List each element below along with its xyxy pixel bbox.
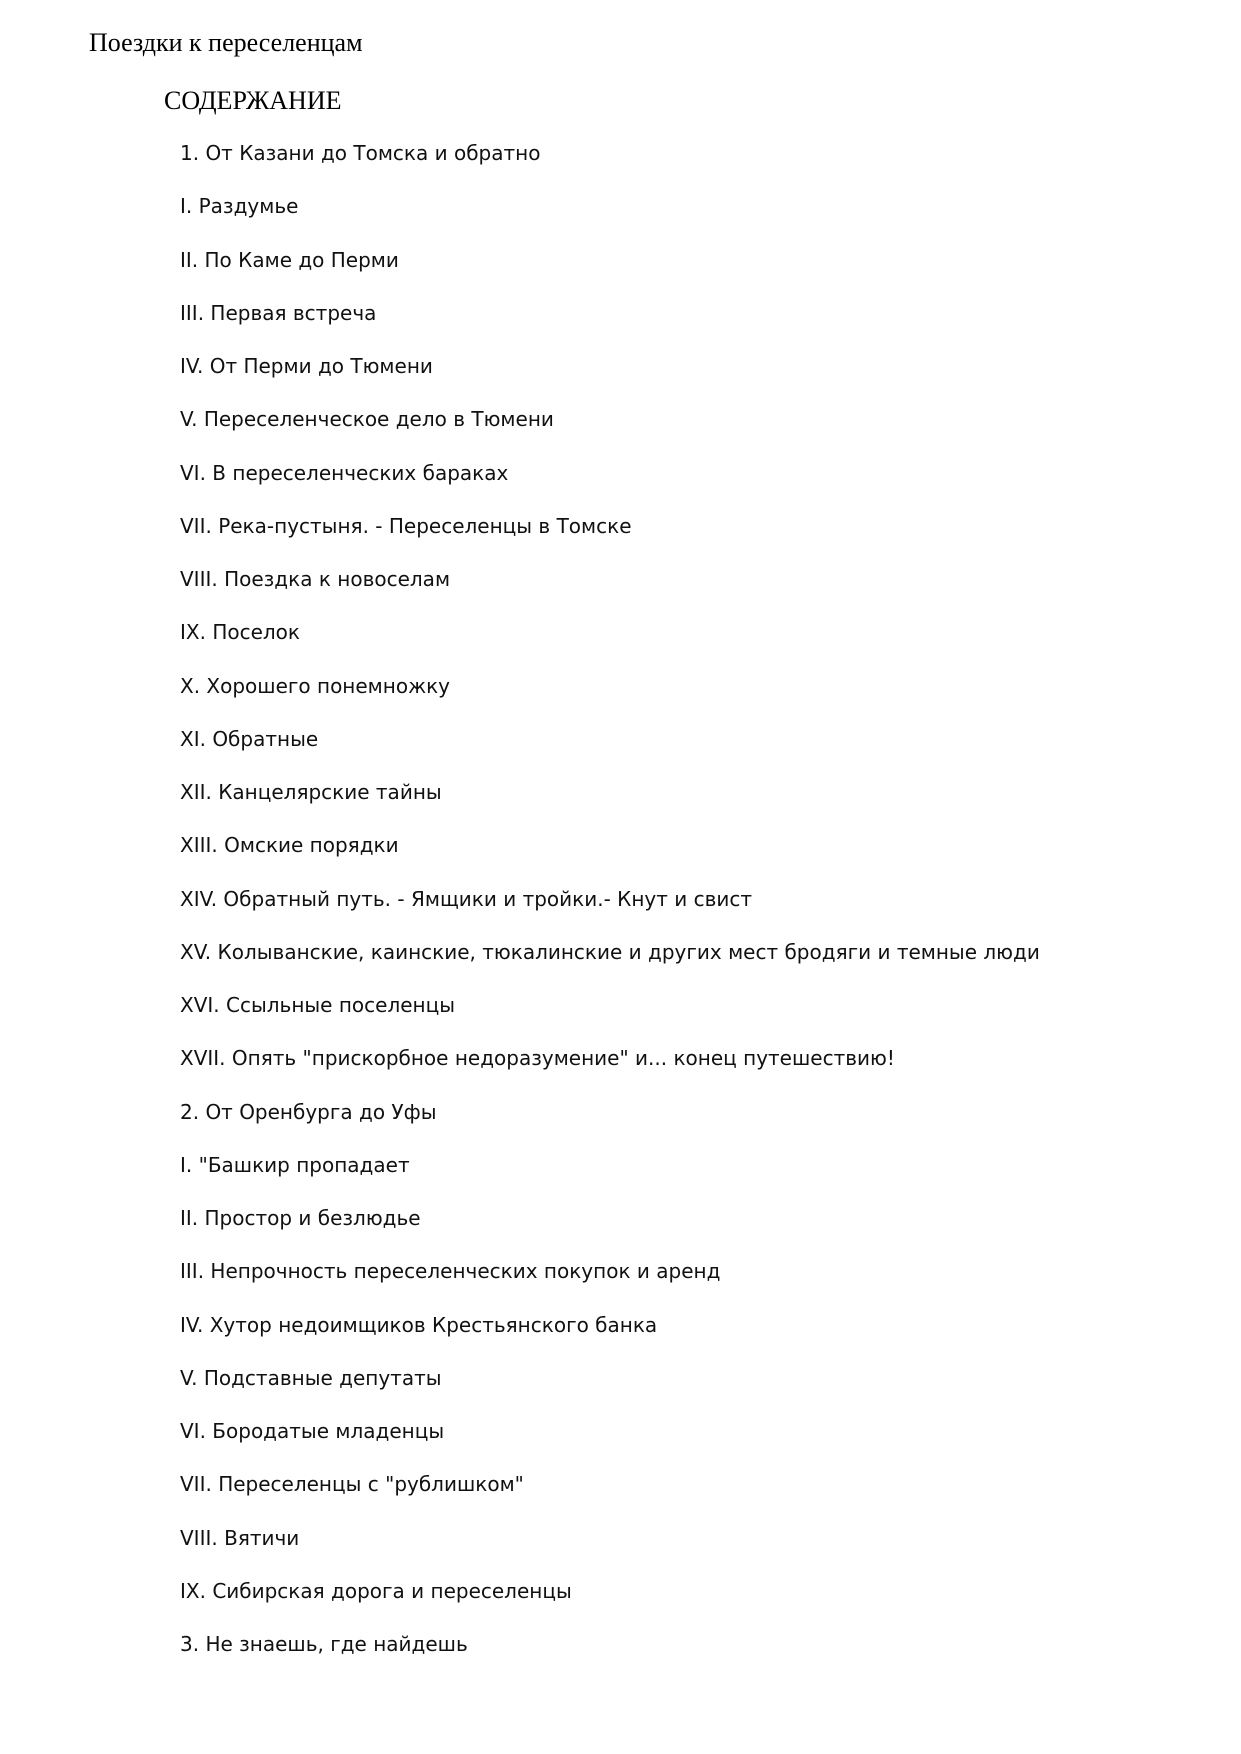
toc-list	[180, 140, 1040, 1684]
toc-item: XVI. Ссыльные поселенцы	[180, 993, 456, 1017]
toc-item: VIII. Вятичи	[180, 1525, 300, 1550]
toc-item: III. Первая встреча	[180, 300, 377, 325]
toc-item: VIII. Поездка к новоселам	[180, 567, 451, 591]
toc-item: VI. Бородатые младенцы	[180, 1419, 445, 1443]
toc-item: II. По Каме до Перми	[180, 247, 399, 272]
toc-item: XV. Колыванские, каинские, тюкалинские и других мест бродяги и темные люди	[180, 939, 1040, 964]
toc-item: XIII. Омские порядки	[180, 833, 399, 858]
toc-heading: СОДЕРЖАНИЕ	[164, 86, 342, 115]
toc-item: 1. От Казани до Томска и обратно	[180, 141, 541, 165]
toc-item: IX. Сибирская дорога и переселенцы	[180, 1578, 572, 1603]
toc-item: III. Непрочность переселенческих покупок и аренд	[180, 1259, 721, 1284]
toc-item: I. Раздумье	[180, 194, 299, 219]
toc-item: XI. Обратные	[180, 726, 319, 751]
toc-item: IX. Поселок	[180, 620, 300, 645]
toc-item: V. Переселенческое дело в Тюмени	[180, 407, 554, 432]
toc-item: X. Хорошего понемножку	[180, 673, 451, 698]
toc-item: VI. В переселенческих бараках	[180, 460, 509, 485]
toc-item: XII. Канцелярские тайны	[180, 780, 442, 804]
toc-item: 3. Не знаешь, где найдешь	[180, 1632, 468, 1656]
toc-item: VII. Переселенцы с "рублишком"	[180, 1472, 524, 1497]
toc-item: IV. От Перми до Тюмени	[180, 354, 433, 378]
toc-item: VII. Река-пустыня. - Переселенцы в Томске	[180, 513, 632, 538]
toc-item: 2. От Оренбурга до Уфы	[180, 1099, 437, 1124]
document-title: Поездки к переселенцам	[89, 28, 363, 57]
toc-item: XIV. Обратный путь. - Ямщики и тройки.- Кнут и свист	[180, 886, 753, 911]
toc-item: XVII. Опять "прискорбное недоразумение" и... конец путешествию!	[180, 1046, 895, 1071]
toc-item: I. "Башкир пропадает	[180, 1152, 410, 1177]
toc-item: IV. Хутор недоимщиков Крестьянского банка	[180, 1312, 658, 1337]
toc-item: II. Простор и безлюдье	[180, 1206, 421, 1230]
toc-item: V. Подставные депутаты	[180, 1365, 442, 1390]
